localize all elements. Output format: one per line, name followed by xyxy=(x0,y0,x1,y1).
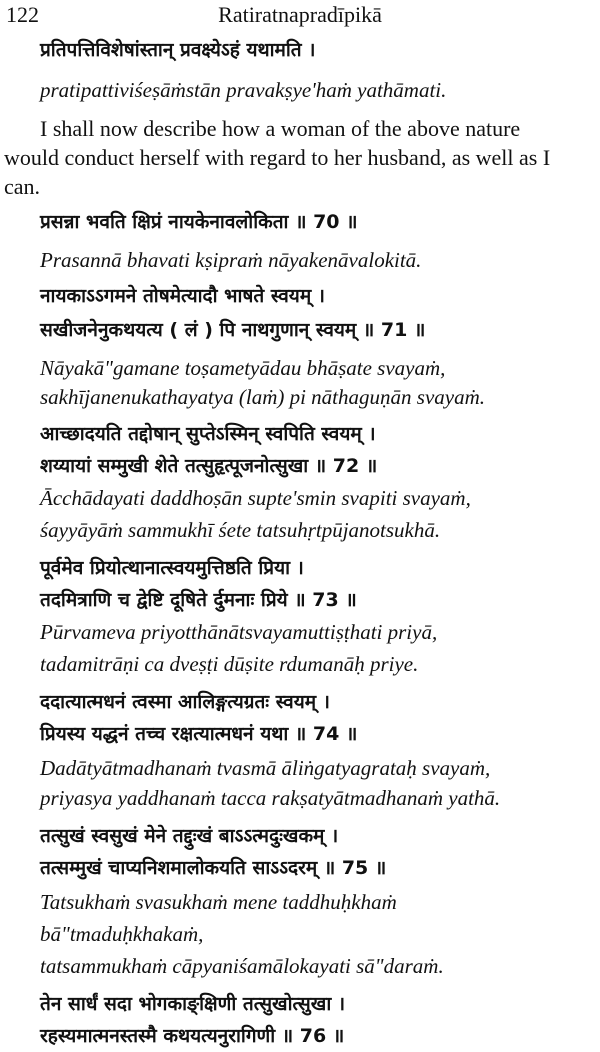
transliteration-line: Dadātyātmadhanaṁ tvasmā āliṅgatyagrataḥ svayaṁ, xyxy=(40,756,491,780)
devanagari-line: प्रसन्ना भवति क्षिप्रं नायकेनावलोकिता ॥ 70 ॥ xyxy=(40,211,358,233)
devanagari-line: प्रतिपत्तिविशेषांस्तान् प्रवक्ष्येऽहं यथामति । xyxy=(40,39,316,61)
devanagari-line: नायकाऽऽगमने तोषमेत्यादौ भाषते स्वयम् । xyxy=(40,285,325,307)
devanagari-line: ददात्यात्मधनं त्वस्मा आलिङ्गत्यग्रतः स्वयम् । xyxy=(40,691,330,713)
transliteration-line: pratipattiviśeṣāṁstān pravakṣye'haṁ yathāmati. xyxy=(40,78,447,102)
translation-line: can. xyxy=(4,174,41,199)
transliteration-line: tadamitrāṇi ca dveṣṭi dūṣite rdumanāḥ priye. xyxy=(40,652,419,676)
translation-line: would conduct herself with regard to her husband, as well as I xyxy=(4,145,551,170)
page-number: 122 xyxy=(6,2,39,27)
devanagari-line: तेन सार्धं सदा भोगकाङ्क्षिणी तत्सुखोत्सुखा । xyxy=(40,993,346,1015)
running-title: Ratiratnapradīpikā xyxy=(218,2,382,27)
transliteration-line: Tatsukhaṁ svasukhaṁ mene taddhuḥkhaṁ xyxy=(40,890,397,914)
transliteration-line: sakhījanenukathayatya (laṁ) pi nāthaguṇān svayaṁ. xyxy=(40,385,485,409)
transliteration-line: bā"tmaduḥkhakaṁ, xyxy=(40,922,204,946)
page-header xyxy=(6,2,594,32)
devanagari-line: सखीजनेनुकथयत्य ( लं ) पि नाथगुणान् स्वयम् ॥ 71 ॥ xyxy=(40,319,426,341)
translation-line: I shall now describe how a woman of the above nature xyxy=(40,116,521,141)
transliteration-line: Nāyakā"gamane toṣametyādau bhāṣate svayaṁ, xyxy=(40,356,446,380)
devanagari-line: शय्यायां सम्मुखी शेते तत्सुहृत्पूजनोत्सुखा ॥ 72 ॥ xyxy=(40,455,378,477)
transliteration-line: priyasya yaddhanaṁ tacca rakṣatyātmadhanaṁ yathā. xyxy=(40,786,501,810)
transliteration-line: Ācchādayati daddhoṣān supte'smin svapiti svayaṁ, xyxy=(40,486,471,510)
devanagari-line: आच्छादयति तद्दोषान् सुप्तेऽस्मिन् स्वपिति स्वयम् । xyxy=(40,423,376,445)
transliteration-line: Pūrvameva priyotthānātsvayamuttiṣṭhati priyā, xyxy=(40,620,438,644)
devanagari-line: तदमित्राणि च द्वेष्टि दूषिते र्दुमनाः प्रिये ॥ 73 ॥ xyxy=(40,589,357,611)
devanagari-line: रहस्यमात्मनस्तस्मै कथयत्यनुरागिणी ॥ 76 ॥ xyxy=(40,1025,345,1047)
transliteration-line: śayyāyāṁ sammukhī śete tatsuhṛtpūjanotsukhā. xyxy=(40,518,441,542)
devanagari-line: तत्सम्मुखं चाप्यनिशमालोकयति साऽऽदरम् ॥ 75 ॥ xyxy=(40,857,387,879)
devanagari-line: तत्सुखं स्वसुखं मेने तद्दुःखं बाऽऽत्मदुःखकम् । xyxy=(40,825,339,847)
devanagari-line: पूर्वमेव प्रियोत्थानात्स्वयमुत्तिष्ठति प्रिया । xyxy=(40,557,304,579)
transliteration-line: Prasannā bhavati kṣipraṁ nāyakenāvalokitā. xyxy=(40,248,422,272)
transliteration-line: tatsammukhaṁ cāpyaniśamālokayati sā"daraṁ. xyxy=(40,954,444,978)
devanagari-line: प्रियस्य यद्धनं तच्च रक्षत्यात्मधनं यथा ॥ 74 ॥ xyxy=(40,723,358,745)
